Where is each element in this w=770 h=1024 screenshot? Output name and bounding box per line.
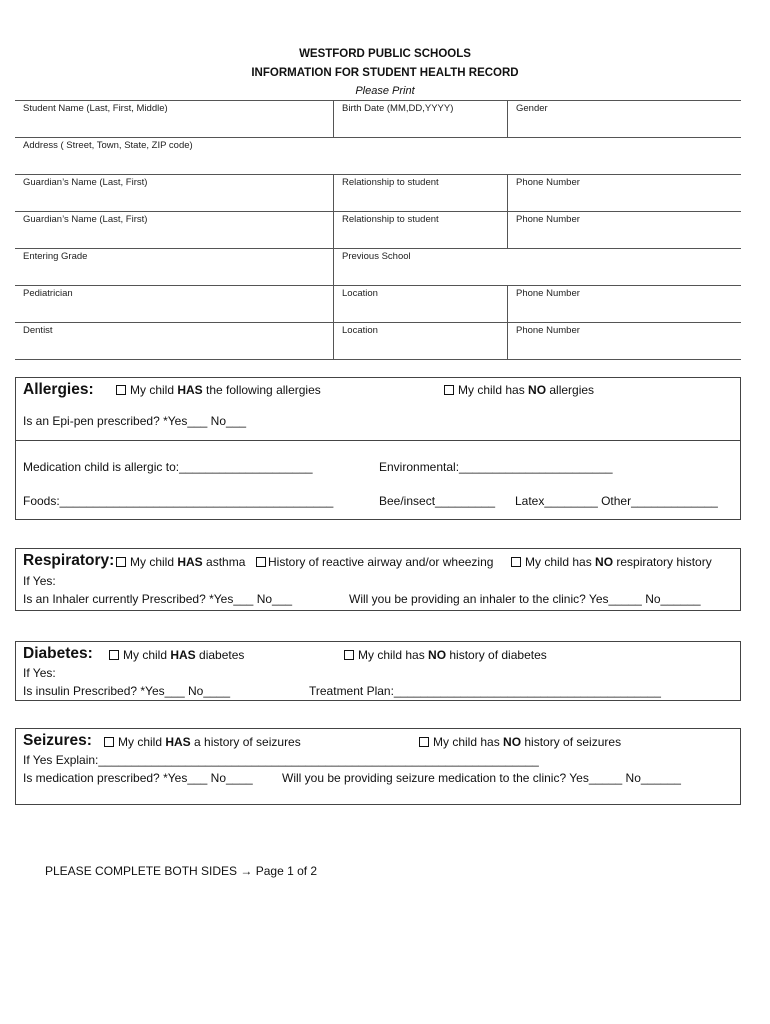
respiratory-if-yes: If Yes: — [23, 574, 56, 588]
diabetes-section — [15, 641, 741, 701]
form-title: WESTFORD PUBLIC SCHOOLS — [299, 48, 471, 60]
seizures-explain-field[interactable]: If Yes Explain:__________________________________________________________________ — [23, 753, 539, 767]
checkbox-icon[interactable] — [109, 650, 119, 660]
dentist-field[interactable]: Dentist — [23, 325, 53, 336]
respiratory-history-option[interactable]: History of reactive airway and/or wheezing — [256, 555, 493, 569]
respiratory-has-option[interactable]: My child HAS asthma — [116, 555, 245, 569]
inhaler-prescribed-question[interactable]: Is an Inhaler currently Prescribed? *Yes___ No___ — [23, 592, 293, 606]
treatment-plan-field[interactable]: Treatment Plan:________________________________________ — [309, 684, 661, 698]
seizures-title: Seizures: — [23, 732, 92, 749]
address-field[interactable]: Address ( Street, Town, State, ZIP code) — [23, 140, 193, 151]
guardian2-relationship-field[interactable]: Relationship to student — [333, 212, 507, 248]
row-grade — [15, 248, 741, 285]
checkbox-icon[interactable] — [116, 385, 126, 395]
entering-grade-field[interactable]: Entering Grade — [23, 251, 88, 262]
form-subtitle: INFORMATION FOR STUDENT HEALTH RECORD — [251, 67, 519, 79]
student-info-grid — [15, 100, 741, 360]
page-footer: PLEASE COMPLETE BOTH SIDES → Page 1 of 2 — [45, 864, 318, 878]
respiratory-title: Respiratory: — [23, 552, 115, 569]
guardian1-relationship-field[interactable]: Relationship to student — [333, 175, 507, 211]
diabetes-has-option[interactable]: My child HAS diabetes — [109, 648, 244, 662]
seizures-has-option[interactable]: My child HAS a history of seizures — [104, 735, 301, 749]
guardian1-phone-field[interactable]: Phone Number — [507, 175, 741, 211]
checkbox-icon[interactable] — [104, 737, 114, 747]
pediatrician-field[interactable]: Pediatrician — [23, 288, 73, 299]
inhaler-clinic-question[interactable]: Will you be providing an inhaler to the clinic? Yes_____ No______ — [349, 592, 701, 606]
checkbox-icon[interactable] — [444, 385, 454, 395]
dentist-phone-field[interactable]: Phone Number — [507, 323, 741, 359]
bee-insect-allergy-field[interactable]: Bee/insect_________ — [379, 494, 496, 508]
diabetes-if-yes: If Yes: — [23, 666, 56, 680]
guardian2-phone-field[interactable]: Phone Number — [507, 212, 741, 248]
birth-date-field[interactable]: Birth Date (MM,DD,YYYY) — [333, 101, 507, 137]
checkbox-icon[interactable] — [419, 737, 429, 747]
gender-field[interactable]: Gender — [507, 101, 741, 137]
print-instruction: Please Print — [355, 85, 415, 97]
respiratory-no-option[interactable]: My child has NO respiratory history — [511, 555, 712, 569]
checkbox-icon[interactable] — [116, 557, 126, 567]
insulin-prescribed-question[interactable]: Is insulin Prescribed? *Yes___ No____ — [23, 684, 231, 698]
row-student — [15, 100, 741, 137]
row-guardian-2 — [15, 211, 741, 248]
checkbox-icon[interactable] — [256, 557, 266, 567]
guardian1-name-field[interactable]: Guardian’s Name (Last, First) — [23, 177, 148, 188]
allergies-no-option[interactable]: My child has NO allergies — [444, 383, 594, 397]
food-allergy-field[interactable]: Foods:_________________________________________ — [23, 494, 334, 508]
checkbox-icon[interactable] — [344, 650, 354, 660]
latex-other-allergy-field[interactable]: Latex________ Other_____________ — [515, 494, 718, 508]
allergies-has-option[interactable]: My child HAS the following allergies — [116, 383, 321, 397]
pediatrician-location-field[interactable]: Location — [333, 286, 507, 322]
seizures-no-option[interactable]: My child has NO history of seizures — [419, 735, 621, 749]
row-address — [15, 137, 741, 174]
environmental-allergy-field[interactable]: Environmental:_______________________ — [379, 460, 613, 474]
row-guardian-1 — [15, 174, 741, 211]
pediatrician-phone-field[interactable]: Phone Number — [507, 286, 741, 322]
seizure-medication-question[interactable]: Is medication prescribed? *Yes___ No____ — [23, 771, 253, 785]
allergies-section — [15, 377, 741, 520]
allergies-divider — [16, 440, 740, 441]
row-dentist — [15, 322, 741, 360]
diabetes-no-option[interactable]: My child has NO history of diabetes — [344, 648, 547, 662]
seizure-clinic-question[interactable]: Will you be providing seizure medication to the clinic? Yes_____ No______ — [282, 771, 681, 785]
medication-allergy-field[interactable]: Medication child is allergic to:____________________ — [23, 460, 313, 474]
row-pediatrician — [15, 285, 741, 322]
checkbox-icon[interactable] — [511, 557, 521, 567]
guardian2-name-field[interactable]: Guardian’s Name (Last, First) — [23, 214, 148, 225]
seizures-section — [15, 728, 741, 805]
allergies-title: Allergies: — [23, 381, 94, 398]
diabetes-title: Diabetes: — [23, 645, 93, 662]
previous-school-field[interactable]: Previous School — [333, 249, 741, 285]
student-name-field[interactable]: Student Name (Last, First, Middle) — [23, 103, 168, 114]
respiratory-section — [15, 548, 741, 611]
dentist-location-field[interactable]: Location — [333, 323, 507, 359]
epipen-question[interactable]: Is an Epi-pen prescribed? *Yes___ No___ — [23, 414, 247, 428]
